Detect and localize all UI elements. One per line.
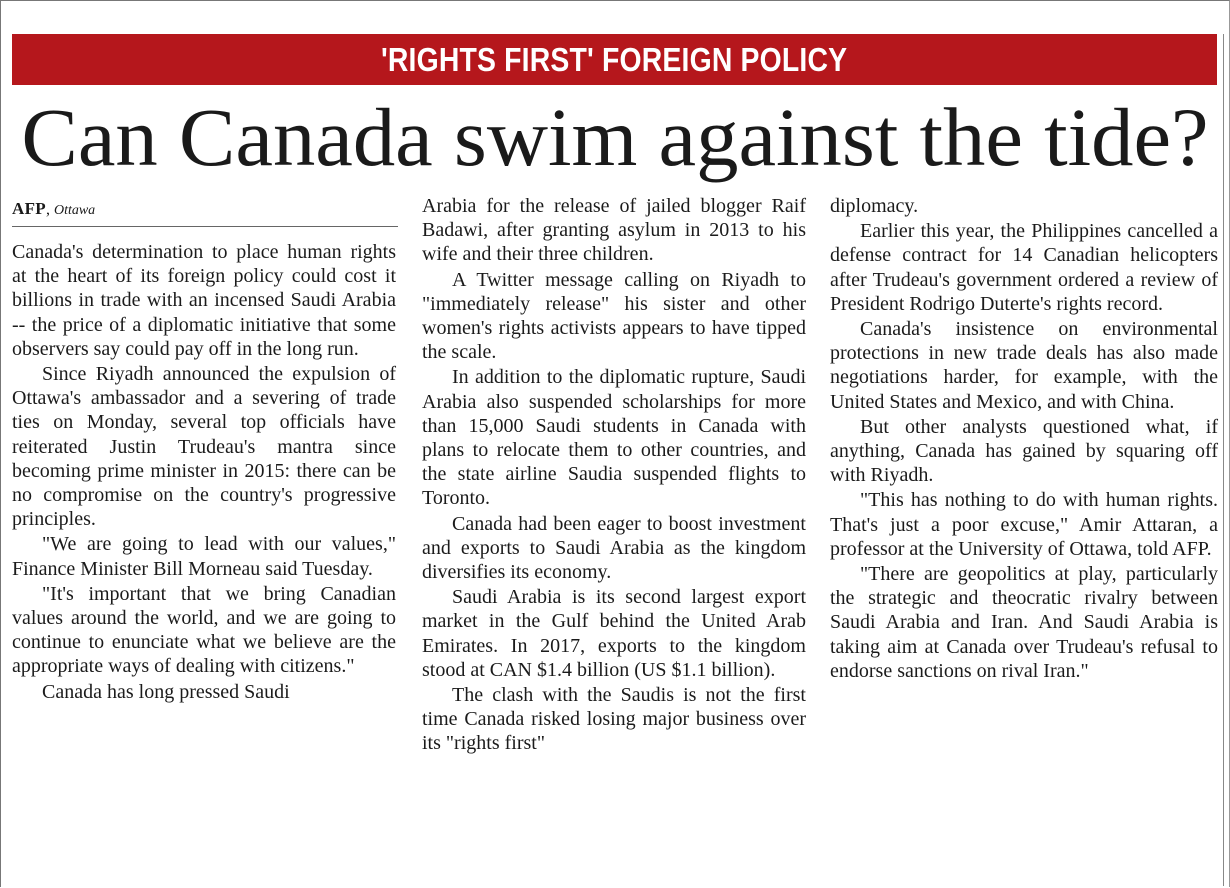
byline-separator: , — [45, 201, 54, 218]
paragraph: In addition to the diplomatic rupture, Saudi Arabia also suspended scholarships for more than 15,000 Saudi students in Canada with plans to relocate them to other countries, and the state airline Saudia suspended flights to Toronto. — [422, 366, 806, 510]
article-column-1 — [12, 240, 396, 705]
byline — [12, 198, 95, 222]
byline-city: Ottawa — [53, 203, 96, 218]
paragraph: Canada's insistence on environmental protections in new trade deals has also made negotiations harder, for example, with the United States and Mexico, and with China. — [830, 318, 1218, 413]
paragraph: "We are going to lead with our values," Finance Minister Bill Morneau said Tuesday. — [12, 533, 396, 580]
paragraph: "There are geopolitics at play, particularly the strategic and theocratic rivalry between Saudi Arabia and Iran. And Saudi Arabia is taking aim at Canada over Trudeau's refusal to endorse sanctions on rival Iran." — [830, 563, 1218, 682]
paragraph: The clash with the Saudis is not the first time Canada risked losing major business over its "rights first" — [422, 684, 806, 755]
paragraph: Arabia for the release of jailed blogger Raif Badawi, after granting asylum in 2013 to his wife and their three children. — [422, 195, 806, 266]
paragraph: A Twitter message calling on Riyadh to "immediately release" his sister and other women's rights activists appears to have tipped the scale. — [422, 268, 806, 364]
paragraph: "It's important that we bring Canadian values around the world, and we are going to continue to enunciate what we believe are the appropriate ways of dealing with citizens." — [12, 582, 396, 678]
kicker-text: 'RIGHTS FIRST' FOREIGN POLICY — [381, 40, 848, 78]
paragraph: Saudi Arabia is its second largest export market in the Gulf behind the United Arab Emirates. In 2017, exports to the kingdom stood at CAN $1.4 billion (US $1.1 billion). — [422, 586, 806, 681]
headline-text: Can Canada swim against the tide? — [21, 91, 1209, 183]
paragraph: diplomacy. — [830, 195, 919, 217]
byline-agency: AFP — [12, 199, 46, 218]
paragraph: Canada had been eager to boost investment and exports to Saudi Arabia as the kingdom diversifies its economy. — [422, 512, 806, 584]
paragraph: "This has nothing to do with human rights. That's just a poor excuse," Amir Attaran, a professor at the University of Ottawa, told AFP. — [830, 489, 1218, 560]
section-kicker-banner — [12, 34, 1217, 85]
byline-divider — [12, 226, 398, 227]
article-column-3 — [830, 194, 1218, 684]
article-column-2 — [422, 194, 806, 757]
paragraph: Earlier this year, the Philippines cancelled a defense contract for 14 Canadian helicopters after Trudeau's government ordered a review of President Rodrigo Duterte's rights record. — [830, 220, 1218, 315]
paragraph: Canada has long pressed Saudi — [42, 680, 290, 703]
paragraph: But other analysts questioned what, if anything, Canada has gained by squaring off with Riyadh. — [830, 415, 1218, 487]
paragraph: Since Riyadh announced the expulsion of Ottawa's ambassador and a severing of trade ties on Monday, several top officials have reiterated Justin Trudeau's mantra since becoming prime minister in 2015: there can be no compromise on the country's progressive principles. — [12, 363, 396, 531]
article-headline — [0, 82, 1230, 192]
paragraph: Canada's determination to place human rights at the heart of its foreign policy could cost it billions in trade with an incensed Saudi Arabia -- the price of a diplomatic initiative that some observers say could pay off in the long run. — [12, 241, 396, 360]
